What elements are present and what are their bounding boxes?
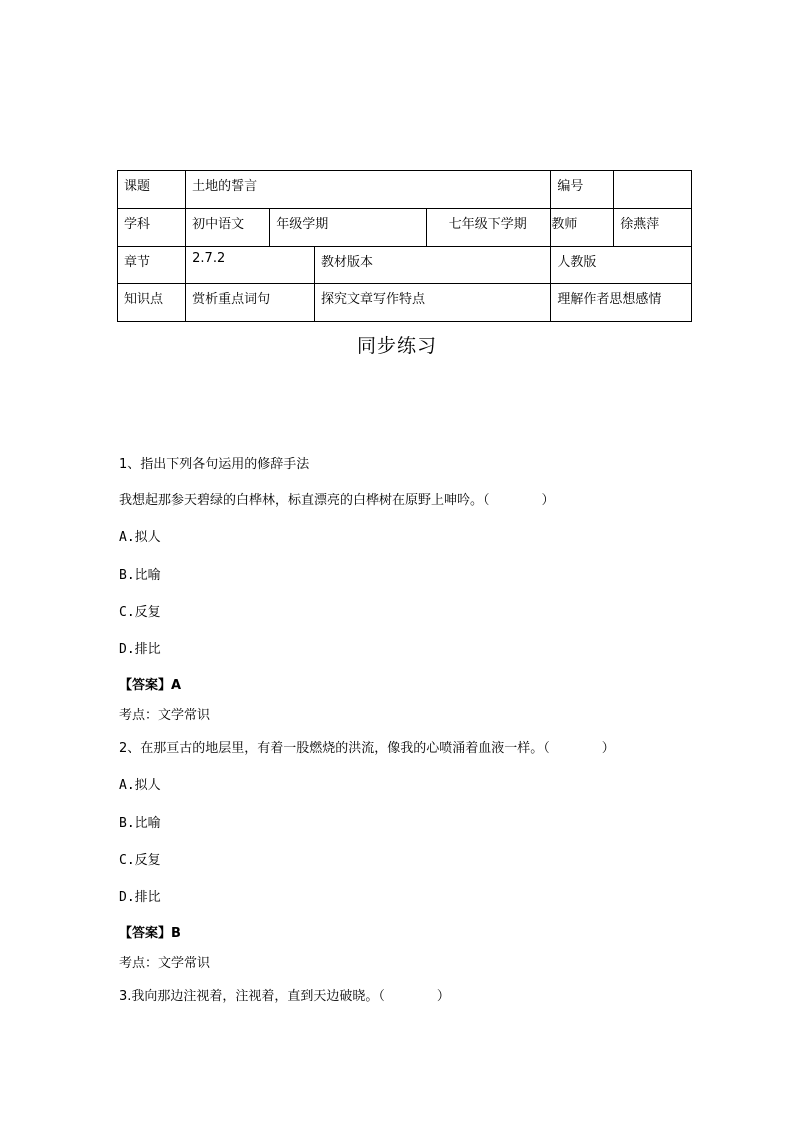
label-topic: 课题 xyxy=(118,171,186,209)
value-subject: 初中语文 xyxy=(186,208,270,246)
table-row xyxy=(118,284,692,322)
knowledge-1: 赏析重点词句 xyxy=(186,284,315,322)
question-1-stem: 我想起那参天碧绿的白桦林，标直漂亮的白桦树在原野上呻吟。（ ） xyxy=(119,493,555,508)
question-2-point: 考点：文学常识 xyxy=(119,956,211,971)
value-number xyxy=(614,171,692,209)
knowledge-2: 探究文章写作特点 xyxy=(314,284,550,322)
question-1-option-d: D.排比 xyxy=(119,642,161,657)
question-2-stem: 2、在那亘古的地层里，有着一股燃烧的洪流，像我的心喷涌着血液一样。（ ） xyxy=(119,741,615,756)
table-row xyxy=(118,208,692,246)
value-topic: 土地的誓言 xyxy=(186,171,551,209)
question-1-option-a: A.拟人 xyxy=(119,530,161,545)
table-row xyxy=(118,171,692,209)
value-edition: 人教版 xyxy=(551,246,692,284)
question-3-stem: 3.我向那边注视着，注视着，直到天边破晓。（ ） xyxy=(119,989,450,1004)
label-subject: 学科 xyxy=(118,208,186,246)
question-1-point: 考点：文学常识 xyxy=(119,708,211,723)
question-1-option-b: B.比喻 xyxy=(119,568,161,583)
question-2-option-a: A.拟人 xyxy=(119,778,161,793)
knowledge-3: 理解作者思想感情 xyxy=(551,284,692,322)
question-1-title: 1、指出下列各句运用的修辞手法 xyxy=(119,457,310,472)
question-2-option-b: B.比喻 xyxy=(119,816,161,831)
label-chapter: 章节 xyxy=(118,246,186,284)
label-number: 编号 xyxy=(551,171,614,209)
value-teacher: 徐燕萍 xyxy=(614,208,692,246)
table-row xyxy=(118,246,692,284)
label-knowledge: 知识点 xyxy=(118,284,186,322)
value-chapter: 2.7.2 xyxy=(186,246,315,284)
page-title: 同步练习 xyxy=(356,335,437,357)
label-edition: 教材版本 xyxy=(314,246,550,284)
label-grade: 年级学期 xyxy=(270,208,427,246)
value-grade: 七年级下学期 xyxy=(426,208,551,246)
question-2-option-c: C.反复 xyxy=(119,853,161,868)
question-2-option-d: D.排比 xyxy=(119,890,161,905)
question-1-answer: 【答案】A xyxy=(119,678,182,693)
label-teacher: 教师 xyxy=(551,208,614,246)
question-1-option-c: C.反复 xyxy=(119,605,161,620)
lesson-info-table xyxy=(117,170,692,322)
question-2-answer: 【答案】B xyxy=(119,926,181,941)
